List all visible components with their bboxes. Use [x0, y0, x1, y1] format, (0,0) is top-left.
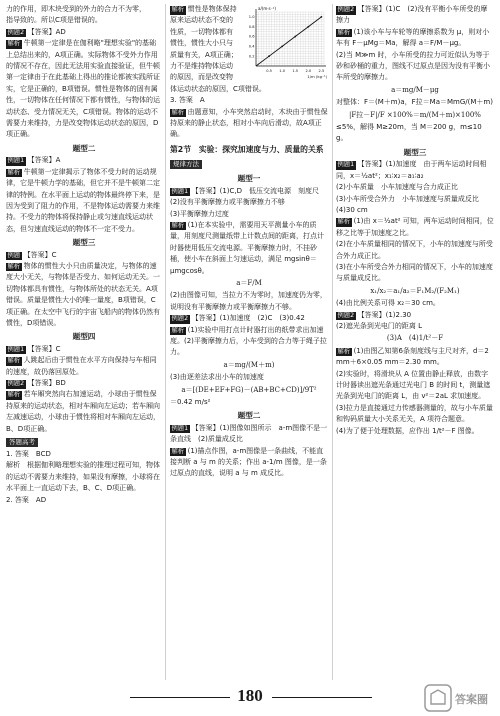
- label-tag: 例题2: [337, 311, 355, 319]
- paragraph-text: (4)30 cm: [336, 205, 368, 214]
- paragraph-text: 1. 答案 BCD: [6, 450, 51, 459]
- label-tag: 解析: [171, 221, 185, 229]
- paragraph-text: (2)在小车质量相同的情况下，小车的加速度与所受合外力成正比。: [336, 240, 493, 260]
- paragraph: [6, 4, 162, 15]
- x-tick-label: 0.5: [266, 69, 272, 73]
- paragraph: [6, 355, 162, 378]
- paragraph-text: (3)在小车所受合外力相同的情况下，小车的加速度与质量成反比。: [336, 262, 493, 283]
- section-badge: 答题高考: [6, 438, 38, 447]
- label-tag: 例题1: [7, 157, 25, 165]
- y-tick-label: 0.4: [248, 44, 255, 49]
- y-tick-label: 0.6: [248, 34, 255, 39]
- paragraph-text: 指导致的。所以C项是错误的。: [6, 16, 102, 25]
- label-tag: 解析: [337, 347, 351, 355]
- paragraph-text: (1)描点作图，a-m图像是一条曲线，不能直接判断 a 与 m 的关系；作出 a-1/m 图像，是一条过原点的直线，说明 a 与 m 成反比。: [170, 446, 327, 478]
- paragraph: [6, 449, 162, 460]
- paragraph: [6, 378, 162, 389]
- badge-row: [6, 435, 162, 449]
- page-number: 180: [237, 686, 263, 705]
- paragraph-text: 【答案】(1)C (2)没有平衡小车所受的摩擦力: [336, 5, 488, 25]
- label-tag: 例题1: [7, 345, 25, 353]
- label-tag: 例题2: [7, 28, 25, 36]
- paragraph: [336, 50, 494, 84]
- column-divider: [165, 4, 166, 680]
- paragraph: [6, 250, 162, 261]
- section-heading: 题型一: [237, 174, 261, 184]
- label-tag: 解析: [171, 6, 185, 13]
- column-divider: [332, 4, 333, 680]
- paragraph: [170, 186, 328, 197]
- x-tick-label: 1.0: [279, 69, 286, 73]
- y-tick-label: 1.0: [248, 15, 255, 20]
- paragraph-text: (3)拉力是直接通过力传感器测量的，故与小车质量和钩码质量大小关系无关，A 项符合题意。: [336, 403, 493, 424]
- section-heading: 题型三: [72, 238, 96, 248]
- data-point: [307, 26, 309, 28]
- right-column: [336, 4, 494, 680]
- left-column: [6, 4, 162, 680]
- y-axis-label: a/(m·s⁻²): [258, 6, 276, 11]
- paragraph-text: 【答案】C: [27, 344, 61, 353]
- paragraph: [336, 346, 494, 369]
- data-point: [268, 55, 270, 57]
- paragraph: [336, 205, 494, 216]
- paragraph: [6, 389, 162, 435]
- x-tick-label: 2.5: [318, 69, 325, 73]
- paragraph-text: 牛顿第一定律是在伽利略"理想实验"的基础上总结出来的，A项正确。实际物体不受外力作用的情况不存在，因此无法用实验直接验证，但牛顿第一定律由于在此基础上得出的推论都被实践所证实，它是正确的，B项错误。惯性是物体的固有属性，一切物体在任何情况下都有惯性，与物体的运动状态、受力情况无关，C项错误。物体的运动不需要力来维持，力是改变物体运动状态的原因，D项正确。: [6, 39, 160, 139]
- section-heading: 题型二: [72, 143, 96, 153]
- paragraph-text: 【答案】(1)图像如图所示 a-m图像不是一条直线 (2)质量成反比: [170, 423, 328, 444]
- paragraph: [336, 97, 494, 108]
- data-point: [320, 16, 322, 18]
- label-tag: 例题2: [337, 6, 355, 13]
- label-tag: 例题1: [171, 187, 189, 195]
- formula: a＝F/M: [236, 278, 262, 287]
- label-tag: 解析: [7, 357, 21, 365]
- paragraph-text: ≤5%，解得 M≥20m，当 M＝200 g，m≤10 g。: [336, 123, 482, 143]
- paragraph-text: 3. 答案 A: [170, 96, 205, 105]
- label-tag: 解析: [7, 168, 21, 176]
- paragraph: [170, 209, 328, 220]
- paragraph: [336, 216, 494, 239]
- paragraph-text: 【答案】AD: [27, 27, 66, 36]
- paragraph: [336, 426, 494, 437]
- paragraph: [336, 4, 494, 27]
- paragraph: [336, 239, 494, 262]
- paragraph-text: 【答案】BD: [27, 379, 66, 387]
- label-tag: 解析: [7, 262, 21, 270]
- a-vs-inverse-mass-chart: [242, 4, 328, 80]
- paragraph-text: 牛顿第一定律揭示了物体不受力时的运动规律，它是牛顿力学的基础，但它并不是牛顿第二定律的特例。在水平面上运动的物体最终停下来，是因为受到了阻力的作用，不是物体运动需要力来维持。不受力的物体将保持静止或匀速直线运动状态，但匀速直线运动的物体不一定不受力。: [6, 167, 160, 233]
- paragraph-text: (2)遮光条到光电门的距离 L: [336, 321, 423, 330]
- middle-column: [170, 4, 328, 680]
- section-heading: 题型三: [403, 147, 427, 157]
- paragraph: [6, 38, 162, 141]
- paragraph: [6, 261, 162, 329]
- paragraph: [6, 495, 162, 506]
- formula: |F拉－F|/F ×100%＝m/(M＋m)×100%: [349, 110, 481, 119]
- paragraph: [170, 95, 328, 106]
- paragraph: [170, 290, 328, 313]
- paragraph-text: 【答案】(1)C,D 低压交流电源 刻度尺: [191, 186, 320, 195]
- paragraph: [170, 220, 328, 277]
- label-tag: 例题2: [171, 315, 189, 323]
- label-tag: 例题1: [171, 424, 189, 432]
- paragraph-text: (3)小车所受合外力 小车加速度与质量成反比: [336, 194, 479, 203]
- paragraph: [336, 403, 494, 426]
- paragraph: [170, 372, 328, 383]
- paragraph: [170, 107, 328, 141]
- paragraph-text: 若车厢突然向右加速运动，小球由于惯性保持原来的运动状态，相对车厢向左运动；若车厢向左减速运动，小球由于惯性将相对车厢向左运动，B、D项正确。: [6, 390, 160, 433]
- paragraph: [336, 298, 494, 309]
- paragraph: [336, 159, 494, 182]
- paragraph-text: 惯性是物体保持原来运动状态不变的性质，一切物体都有惯性，惯性大小只与质量有关，A项正确；力不是维持物体运动的原因，而是改变物体运动状态的原因，C项错误。: [170, 5, 266, 93]
- paragraph: [336, 310, 494, 321]
- chapter-heading: 第2节 实验：探究加速度与力、质量的关系: [170, 144, 324, 154]
- y-tick-label: 0.8: [248, 24, 255, 29]
- paragraph-text: (1)实验中用打点计时器打出的纸带求出加速度。(2)平衡摩擦力后，小车受到的合力等于绳子拉力。: [170, 325, 327, 357]
- x-tick-label: 1.5: [292, 69, 299, 73]
- label-tag: 例题: [7, 251, 21, 259]
- paragraph: [170, 325, 328, 359]
- paragraph: [336, 369, 494, 403]
- paragraph-text: 人跳起后由于惯性在水平方向保持与车相同的速度，故仍落回原处。: [6, 356, 157, 376]
- y-tick-label: 0.2: [248, 54, 255, 59]
- formula: a＝mg/(M＋m): [223, 360, 275, 369]
- paragraph-text: 2. 答案 AD: [6, 495, 47, 504]
- formula: a＝[(DE+EF+FG)－(AB+BC+CD)]/9T²: [181, 385, 317, 394]
- paragraph: [170, 197, 328, 208]
- paragraph-text: (1)该小车与车轮等的摩擦系数为 μ，则对小车有 F－μMg＝Ma，解得 a＝F/M－μg。: [336, 27, 490, 48]
- paragraph: [6, 27, 162, 38]
- label-tag: 解析: [7, 391, 21, 399]
- label-tag: 解析: [337, 218, 351, 226]
- section-badge: 规律方法: [170, 160, 202, 169]
- section-heading: 题型四: [72, 332, 96, 342]
- paragraph-text: 力的作用，即木块受到的外力的合力不为零，: [6, 5, 146, 13]
- paragraph: [170, 423, 328, 446]
- x-axis-label: 1/m (kg⁻¹): [307, 74, 327, 79]
- paragraph: [336, 182, 494, 193]
- paragraph-text: 【答案】A: [27, 156, 61, 165]
- x-tick-label: 2.0: [305, 69, 312, 73]
- paragraph: [336, 262, 494, 285]
- paragraph-text: (2)没有平衡摩擦力或平衡摩擦力不够: [170, 198, 285, 207]
- badge-row: [170, 157, 328, 171]
- paragraph-text: (2)实验时，将滑块从 A 位置由静止释放，由数字计时器读出遮光条通过光电门 B 的时间 t，测量遮光条到光电门的距离 L，由 v²＝2aL 求加速度。: [336, 369, 491, 401]
- paragraph: [336, 27, 494, 50]
- label-tag: 例题1: [337, 161, 355, 169]
- paragraph-text: ＝0.42 m/s²: [170, 398, 211, 406]
- paragraph-text: (2)当 M≫m 时，小车所受的拉力可近似认为等于砂和砂桶的重力，图线不过原点是因为没有平衡小车所受的摩擦力。: [336, 50, 490, 82]
- label-tag: 解析: [171, 108, 185, 116]
- section-heading: 题型二: [237, 411, 261, 421]
- label-tag: 解析: [337, 28, 351, 36]
- paragraph-text: 【答案】(1)加速度 由于两车运动时间相同，x＝½at²；x₁∶x₂＝a₁∶a₂: [336, 160, 487, 180]
- paragraph-text: 【答案】(1)2.30: [357, 310, 412, 319]
- label-tag: 解析: [171, 447, 185, 455]
- watermark-text: 答案圈: [455, 693, 488, 706]
- watermark-logo-icon: [424, 682, 494, 714]
- paragraph-text: 由题意知，小车突然启动时，木块由于惯性保持原来的静止状态，相对小车向后滑动，故A项正确。: [170, 107, 328, 139]
- paragraph-text: (2)由图像可知，当拉力不为零时，加速度仍为零，说明没有平衡摩擦力或平衡摩擦力不够。: [170, 291, 327, 311]
- paragraph-text: (3)平衡摩擦力过度: [170, 209, 229, 218]
- paragraph-text: (1)由图乙知第6条刻度线与主尺对齐，d＝2 mm＋6×0.05 mm＝2.30 mm。: [336, 346, 489, 367]
- paragraph: [336, 122, 494, 145]
- paragraph-text: 对整体：F＝(M＋m)a，F拉＝Ma＝MmG/(M＋m): [336, 98, 493, 107]
- paragraph: [336, 194, 494, 205]
- paragraph-text: 【答案】C: [23, 250, 57, 259]
- paragraph: [6, 155, 162, 166]
- formula: x₁/x₂＝a₁/a₂＝F₁M₂/(F₂M₁): [370, 286, 460, 295]
- paragraph: [170, 397, 328, 408]
- label-tag: 解析: [171, 326, 185, 334]
- paragraph-text: (1)在本实验中，需要用天平测量小车的质量，用刻度尺测量纸带上计数点间的距离，打点计时器使用低压交流电源。平衡摩擦力时，不挂砂桶，使小车在斜面上匀速运动，满足 mgsinθ＝μmgcosθ。: [170, 220, 324, 275]
- paragraph-text: (4)为了便于处理数据，应作出 1/t²－F 图像。: [336, 426, 479, 435]
- paragraph-text: 物体的惯性大小只由质量决定，与物体的速度大小无关，与物体是否受力、如何运动无关。一切物体都具有惯性，与物体所处的状态无关。A项错误。质量是惯性大小的唯一量度，B项错误，C项正确。在太空中飞行的宇宙飞船内的物体仍然有惯性，D项错误。: [6, 261, 160, 327]
- paragraph: [336, 321, 494, 332]
- label-tag: 解析: [7, 40, 21, 48]
- paragraph-text: (1)由 x＝½at² 可知，两车运动时间相同，位移之比等于加速度之比。: [336, 217, 494, 237]
- label-tag: 例题2: [7, 380, 25, 387]
- data-point: [281, 45, 283, 47]
- paragraph: [6, 460, 162, 494]
- formula: (3)A (4)1/t²－F: [386, 334, 444, 343]
- paragraph: [6, 167, 162, 235]
- paragraph: [6, 344, 162, 355]
- data-point: [294, 36, 296, 38]
- paragraph-text: (3)由逐差法求出小车的加速度: [170, 373, 264, 382]
- paragraph-text: 解析 根据伽利略理想实验的推理过程可知，物体的运动不需要力来维持，如果没有摩擦，小球将在水平面上一直运动下去，B、C、D项正确。: [6, 461, 160, 493]
- paragraph: [170, 313, 328, 324]
- formula: a＝mg/M－μg: [391, 85, 439, 94]
- paragraph: [6, 15, 162, 26]
- paragraph: [170, 446, 328, 480]
- paragraph-text: (2)小车质量 小车加速度与合力成正比: [336, 183, 458, 192]
- paragraph-text: 【答案】(1)加速度 (2)C (3)0.42: [191, 314, 305, 323]
- paragraph-text: (4)由比例关系可得 x₂＝30 cm。: [336, 299, 440, 308]
- footer-rule-right: [272, 697, 372, 698]
